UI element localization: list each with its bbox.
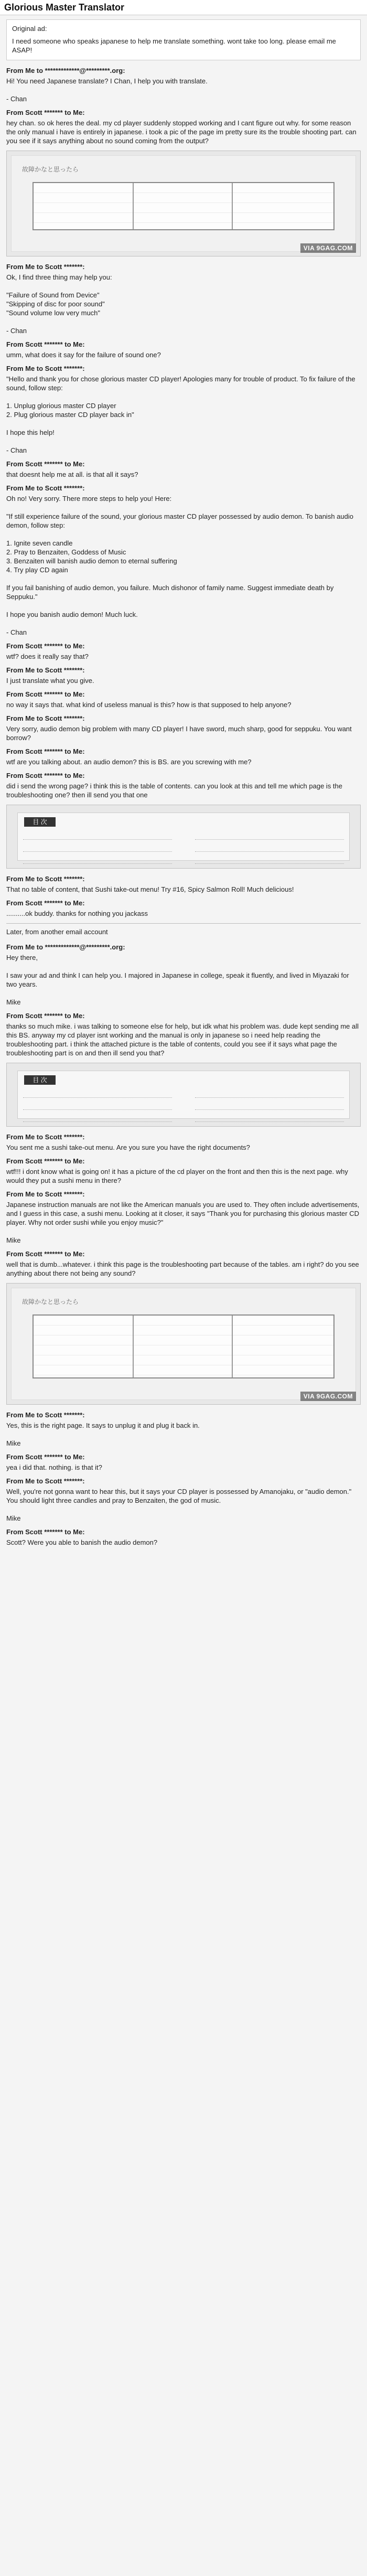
message-from: From Me to Scott *******: bbox=[6, 1190, 85, 1198]
message-body: You sent me a sushi take-out menu. Are you sure you have the right documents? bbox=[6, 1143, 250, 1151]
email-message bbox=[6, 714, 361, 742]
message-from: From Scott ******* to Me: bbox=[6, 772, 85, 779]
message-from: From Scott ******* to Me: bbox=[6, 642, 85, 650]
troubleshooting-photo-2[interactable] bbox=[6, 1283, 361, 1405]
message-from: From Scott ******* to Me: bbox=[6, 1250, 85, 1258]
message-body: hey chan. so ok heres the deal. my cd player suddenly stopped working and I cant figure out why. for some reason the only manual i have is entirely in japanese. i took a pic of the page im pretty sure its the trouble shooting part. can you see if it says anything about no sound coming from the output? bbox=[6, 119, 359, 145]
message-body: Yes, this is the right page. It says to unplug it and plug it back in. Mike bbox=[6, 1421, 200, 1447]
message-body: "Hello and thank you for chose glorious master CD player! Apologies many for trouble of product. To fix failure of the sound, follow step: 1. Unplug glorious master CD player 2. Plug glorious master CD player back in" I hope this help! - Chan bbox=[6, 375, 355, 454]
message-body: ..........ok buddy. thanks for nothing you jackass bbox=[6, 910, 148, 917]
email-message bbox=[6, 1477, 361, 1523]
message-body: wtf are you talking about. an audio demon? this is BS. are you screwing with me? bbox=[6, 758, 252, 766]
message-from: From Scott ******* to Me: bbox=[6, 1012, 85, 1020]
jp-heading-2: 故障かなと思ったら bbox=[22, 1298, 79, 1306]
thread-part-1 bbox=[6, 67, 361, 145]
email-message bbox=[6, 1453, 361, 1472]
message-body: thanks so much mike. i was talking to someone else for help, but idk what his problem was. dude kept sending me all this BS. anyway my cd player isnt working and the manual is only in japanese so i need help reading the troubleshooting part. i think the attached picture is the table of contents, could you see if it says what page the troubleshooting part is on and then ill send you that? bbox=[6, 1022, 361, 1057]
message-from: From Me to Scott *******: bbox=[6, 1477, 85, 1485]
message-from: From Scott ******* to Me: bbox=[6, 899, 85, 907]
message-from: From Scott ******* to Me: bbox=[6, 340, 85, 348]
email-message bbox=[6, 263, 361, 335]
message-body: umm, what does it say for the failure of sound one? bbox=[6, 351, 161, 359]
ad-text: I need someone who speaks japanese to help me translate something. wont take too long. please email me ASAP! bbox=[12, 37, 338, 54]
toc-surface bbox=[17, 813, 350, 861]
message-body: no way it says that. what kind of useless manual is this? how is that supposed to help anyone? bbox=[6, 701, 292, 709]
page-title: Glorious Master Translator bbox=[0, 0, 367, 15]
message-body: did i send the wrong page? i think this is the table of contents. can you look at this and tell me which page is the troubleshooting one? then ill send you that one bbox=[6, 782, 344, 799]
toc-photo-2[interactable] bbox=[6, 1063, 361, 1127]
toc-header: 目 次 bbox=[24, 817, 56, 827]
toc-col-right-2 bbox=[195, 1089, 344, 1113]
thread-part-4 bbox=[6, 943, 361, 1057]
email-message bbox=[6, 365, 361, 455]
manual-table-2 bbox=[33, 1314, 334, 1378]
ad-title: Original ad: bbox=[12, 25, 47, 33]
email-message bbox=[6, 1133, 361, 1152]
email-message bbox=[6, 1012, 361, 1057]
message-body: yea i did that. nothing. is that it? bbox=[6, 1463, 102, 1471]
email-message bbox=[6, 1157, 361, 1185]
toc-surface-2 bbox=[17, 1071, 350, 1119]
later-note: Later, from another email account bbox=[6, 928, 108, 936]
message-from: From Me to Scott *******: bbox=[6, 263, 85, 271]
email-message bbox=[6, 899, 361, 918]
email-message bbox=[6, 772, 361, 799]
message-body: well that is dumb...whatever. i think this page is the troubleshooting part because of the tables. am i right? do you see anything about there not being any sound? bbox=[6, 1260, 361, 1277]
message-from: From Me to *************@*********.org: bbox=[6, 67, 125, 74]
email-message bbox=[6, 943, 361, 1007]
email-message bbox=[6, 460, 361, 479]
message-body: Ok, I find three thing may help you: "Failure of Sound from Device" "Skipping of disc for poor sound" "Sound volume low very much" - Chan bbox=[6, 273, 112, 335]
message-from: From Me to Scott *******: bbox=[6, 666, 85, 674]
email-message bbox=[6, 666, 361, 685]
toc-col-right bbox=[195, 831, 344, 855]
message-body: Very sorry, audio demon big problem with many CD player! I have sword, much sharp, good for seppuku. You want borrow? bbox=[6, 725, 354, 742]
message-from: From Scott ******* to Me: bbox=[6, 460, 85, 468]
email-message bbox=[6, 1250, 361, 1278]
email-message bbox=[6, 484, 361, 637]
toc-col-left bbox=[23, 831, 172, 855]
photo-surface-2 bbox=[11, 1288, 356, 1400]
message-body: wtf!!! i dont know what is going on! it has a picture of the cd player on the front and then this is the next page. why would they put a sushi menu in there? bbox=[6, 1168, 350, 1184]
message-from: From Scott ******* to Me: bbox=[6, 109, 85, 116]
message-from: From Scott ******* to Me: bbox=[6, 690, 85, 698]
message-body: Scott? Were you able to banish the audio demon? bbox=[6, 1538, 158, 1546]
thread-part-2 bbox=[6, 263, 361, 799]
email-message bbox=[6, 1190, 361, 1245]
email-message bbox=[6, 747, 361, 766]
content bbox=[0, 15, 367, 1547]
message-body: wtf? does it really say that? bbox=[6, 653, 89, 660]
email-message bbox=[6, 875, 361, 894]
message-body: I just translate what you give. bbox=[6, 677, 94, 685]
message-body: That no table of content, that Sushi take-out menu! Try #16, Spicy Salmon Roll! Much delicious! bbox=[6, 885, 294, 893]
message-from: From Me to Scott *******: bbox=[6, 365, 85, 372]
toc-col-left-2 bbox=[23, 1089, 172, 1113]
message-from: From Me to Scott *******: bbox=[6, 714, 85, 722]
original-ad bbox=[6, 19, 361, 60]
thread-part-6 bbox=[6, 1411, 361, 1547]
photo-surface bbox=[11, 155, 356, 252]
email-message bbox=[6, 642, 361, 661]
message-from: From Scott ******* to Me: bbox=[6, 747, 85, 755]
jp-heading: 故障かなと思ったら bbox=[22, 166, 79, 173]
message-from: From Scott ******* to Me: bbox=[6, 1157, 85, 1165]
message-body: Oh no! Very sorry. There more steps to help you! Here: "If still experience failure of the sound, your glorious master CD player possessed by audio demon. To banish audio demon, follow step: 1. Ignite seven candle 2. Pray to Benzaiten, Goddess of Music 3. Benzaiten will banish audio demon to eternal suffering 4. Try play CD again If you fail banishing of audio demon, you failure. Much dishonor of family name. Suggest immediate death by Seppuku." I hope you banish audio demon! Much luck. - Chan bbox=[6, 495, 353, 636]
divider bbox=[6, 923, 361, 924]
message-body: Hi! You need Japanese translate? I Chan, I help you with translate. - Chan bbox=[6, 77, 208, 103]
toc-header-2: 目 次 bbox=[24, 1075, 56, 1085]
email-message bbox=[6, 1411, 361, 1448]
troubleshooting-photo[interactable] bbox=[6, 151, 361, 256]
watermark: VIA 9GAG.COM bbox=[300, 243, 356, 253]
message-body: Hey there, I saw your ad and think I can help you. I majored in Japanese in college, speak it fluently, and lived in Miyazaki for two years. Mike bbox=[6, 954, 349, 1006]
email-message bbox=[6, 109, 361, 145]
message-from: From Scott ******* to Me: bbox=[6, 1528, 85, 1536]
message-from: From Me to *************@*********.org: bbox=[6, 943, 125, 951]
message-body: Japanese instruction manuals are not like the American manuals you are used to. They often include advertisements, and I guess in this case, a sushi menu. Looking at it closer, it says "Thank you for purchasing this glorious master CD player. Why not order sushi while you enjoy music?" Mike bbox=[6, 1201, 360, 1244]
message-body: Well, you're not gonna want to hear this, but it says your CD player is possessed by Amanojaku, or "audio demon." You should light three candles and pray to Benzaiten, the god of music. Mike bbox=[6, 1488, 352, 1522]
message-from: From Scott ******* to Me: bbox=[6, 1453, 85, 1461]
message-from: From Me to Scott *******: bbox=[6, 1411, 85, 1419]
message-from: From Me to Scott *******: bbox=[6, 875, 85, 883]
thread-part-5 bbox=[6, 1133, 361, 1278]
message-from: From Me to Scott *******: bbox=[6, 1133, 85, 1141]
thread-part-3 bbox=[6, 875, 361, 918]
manual-table bbox=[33, 182, 334, 230]
email-message bbox=[6, 340, 361, 359]
message-from: From Me to Scott *******: bbox=[6, 484, 85, 492]
message-body: that doesnt help me at all. is that all it says? bbox=[6, 471, 138, 478]
watermark-2: VIA 9GAG.COM bbox=[300, 1392, 356, 1401]
email-message bbox=[6, 690, 361, 709]
toc-photo[interactable] bbox=[6, 805, 361, 869]
email-message bbox=[6, 1528, 361, 1547]
email-message bbox=[6, 67, 361, 103]
